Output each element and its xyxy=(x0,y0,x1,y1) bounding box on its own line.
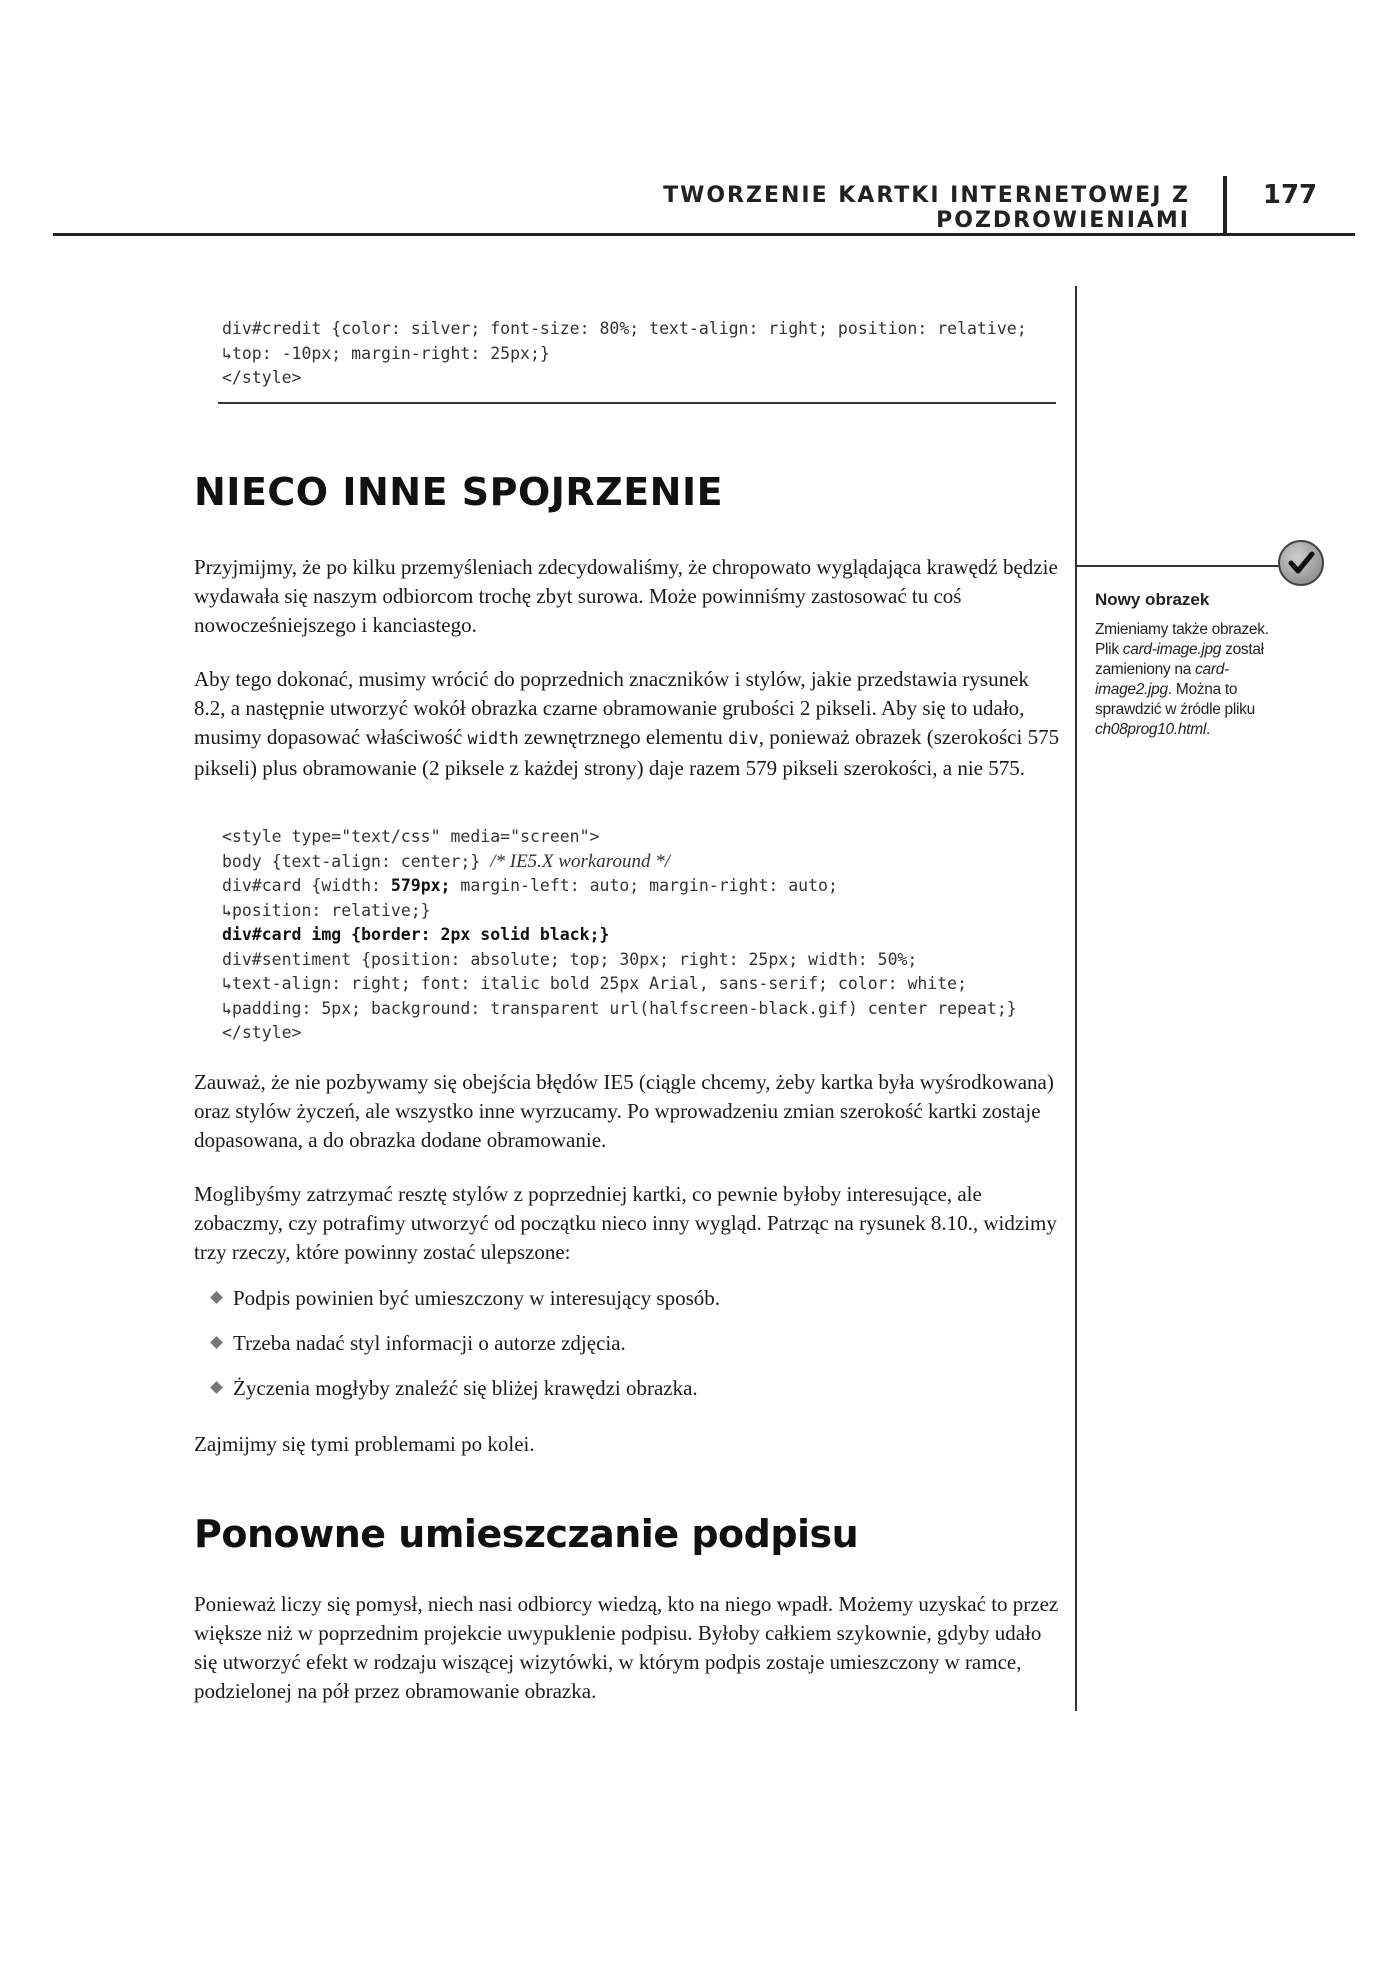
continuation-icon: ↳ xyxy=(222,998,232,1018)
paragraph: Zajmijmy się tymi problemami po kolei. xyxy=(194,1432,535,1456)
code-line: top: -10px; margin-right: 25px;} xyxy=(231,343,550,363)
checkmark-icon xyxy=(1278,540,1324,586)
margin-rule xyxy=(1075,286,1077,1711)
code-listing: <style type="text/css" media="screen"> body {text-align: center;} /* IE5.X workaround */ div#card {width: 579px; margin-left: auto; margin-right: auto; ↳position: relative;} div#card img {border: 2px solid black;} div#sentiment {position: absolute; top; 30px; right: 25px; width: 50%; ↳text-align: right; font: italic bold 25px Arial, sans-serif; color: white; ↳padding: 5px; background: transparent url(halfscreen-black.gif) center repeat;} </style> xyxy=(222,827,1017,1042)
bullet-list xyxy=(210,1284,720,1419)
code-line: div#credit {color: silver; font-size: 80%; text-align: right; position: relative; xyxy=(222,319,1027,338)
highlighted-code-line: div#card img {border: 2px solid black;} xyxy=(222,925,610,944)
header-rule xyxy=(53,233,1355,236)
paragraph: Przyjmijmy, że po kilku przemyśleniach zdecydowaliśmy, że chropowato wyglądająca krawędź będzie wydawała się naszym odbiorcom trochę zbyt surowa. Może powinniśmy zastosować tu coś nowocześniejszego i kanciastego. xyxy=(194,555,1058,637)
continuation-icon: ↳ xyxy=(222,974,232,993)
code-rule xyxy=(218,402,1056,404)
subsection-heading: Ponowne umieszczanie podpisu xyxy=(194,1512,859,1556)
page-number: 177 xyxy=(1262,180,1318,210)
diamond-bullet-icon xyxy=(210,1381,223,1394)
header-separator xyxy=(1223,176,1227,236)
section-heading: NIECO INNE SPOJRZENIE xyxy=(194,470,724,514)
list-item: Życzenia mogłyby znaleźć się bliżej krawędzi obrazka. xyxy=(210,1374,720,1419)
sidebar-note: Zmieniamy także obrazek. Plik card-image.jpg został zamieniony na card-image2.jpg. Można to sprawdzić w źródle pliku ch08prog10.html. xyxy=(1095,621,1269,738)
code-listing-top xyxy=(222,317,1027,391)
code-line: </style> xyxy=(222,368,302,387)
sidebar-rule xyxy=(1075,565,1290,567)
continuation-icon: ↳ xyxy=(222,343,232,363)
paragraph: Aby tego dokonać, musimy wrócić do poprzednich znaczników i stylów, jakie przedstawia rysunek 8.2, a następnie utworzyć wokół obrazka czarne obramowanie grubości 2 pikseli. Aby się to udało, musimy dopasować właściwość width zewnętrznego elementu div, ponieważ obrazek (szerokości 575 pikseli) plus obramowanie (2 piksele z każdej strony) daje razem 579 pikseli szerokości, a nie 575. xyxy=(194,667,1060,780)
list-item: Podpis powinien być umieszczony w interesujący sposób. xyxy=(210,1284,720,1329)
diamond-bullet-icon xyxy=(210,1291,223,1304)
inline-code: width xyxy=(467,729,519,749)
paragraph: Ponieważ liczy się pomysł, niech nasi odbiorcy wiedzą, kto na niego wpadł. Możemy uzyskać to przez większe niż w poprzednim projekcie uwypuklenie podpisu. Byłoby całkiem szykownie, gdyby udało się utworzyć efekt w rodzaju wiszącej wizytówki, w którym podpis zostaje umieszczony w ramce, podzielonej na pół przez obramowanie obrazka. xyxy=(194,1592,1059,1703)
paragraph: Zauważ, że nie pozbywamy się obejścia błędów IE5 (ciągle chcemy, żeby kartka była wyśrodkowana) oraz stylów życzeń, ale wszystko inne wyrzucamy. Po wprowadzeniu zmian szerokość kartki zostaje dopasowana, a do obrazka dodane obramowanie. xyxy=(194,1070,1054,1152)
diamond-bullet-icon xyxy=(210,1336,223,1349)
code-comment: /* IE5.X workaround */ xyxy=(490,850,671,872)
list-item: Trzeba nadać styl informacji o autorze zdjęcia. xyxy=(210,1329,720,1374)
sidebar-title: Nowy obrazek xyxy=(1095,590,1210,609)
inline-code: div xyxy=(728,729,759,749)
continuation-icon: ↳ xyxy=(222,900,232,920)
running-title: TWORZENIE KARTKI INTERNETOWEJ Z POZDROWIENIAMI xyxy=(663,183,1190,233)
paragraph: Moglibyśmy zatrzymać resztę stylów z poprzedniej kartki, co pewnie byłoby interesujące, ale zobaczmy, czy potrafimy utworzyć od początku nieco inny wygląd. Patrząc na rysunek 8.10., widzimy trzy rzeczy, które powinny zostać ulepszone: xyxy=(194,1182,1057,1264)
